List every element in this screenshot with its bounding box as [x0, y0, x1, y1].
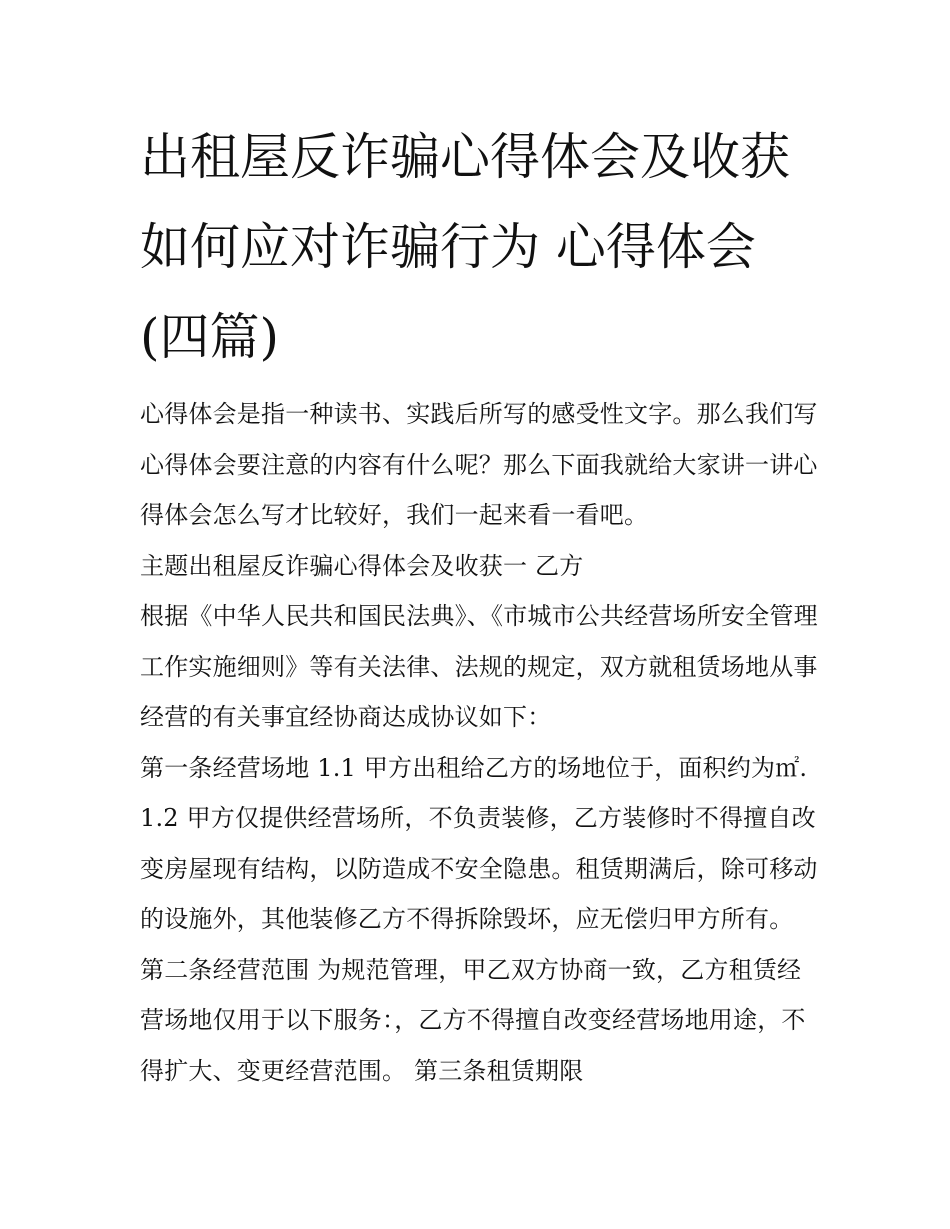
paragraph-article-2: 第二条经营范围 为规范管理，甲乙双方协商一致，乙方租赁经营场地仅用于以下服务：，乙方不得擅自改变经营场地用途，不得扩大、变更经营范围。 第三条租赁期限 — [140, 955, 806, 1085]
document-body — [140, 389, 820, 1096]
document-page — [140, 112, 820, 1096]
paragraph-legal-basis: 根据《中华人民共和国民法典》、《市城市公共经营场所安全管理工作实施细则》等有关法律、法规的规定，双方就租赁场地从事经营的有关事宜经协商达成协议如下： — [140, 602, 818, 731]
paragraph-article-1: 第一条经营场地 1.1 甲方出租给乙方的场地位于，面积约为㎡. 1.2 甲方仅提供经营场所，不负责装修，乙方装修时不得擅自改变房屋现有结构，以防造成不安全隐患。租赁期满后，除可移动的设施外，其他装修乙方不得拆除毁坏，应无偿归甲方所有。 — [140, 753, 818, 933]
paragraph-intro: 心得体会是指一种读书、实践后所写的感受性文字。那么我们写心得体会要注意的内容有什么呢？那么下面我就给大家讲一讲心得体会怎么写才比较好，我们一起来看一看吧。 — [140, 400, 818, 529]
document-title: 出租屋反诈骗心得体会及收获 如何应对诈骗行为 心得体会 (四篇) — [140, 128, 790, 366]
paragraph-subject: 主题出租屋反诈骗心得体会及收获一 乙方 — [140, 551, 584, 580]
